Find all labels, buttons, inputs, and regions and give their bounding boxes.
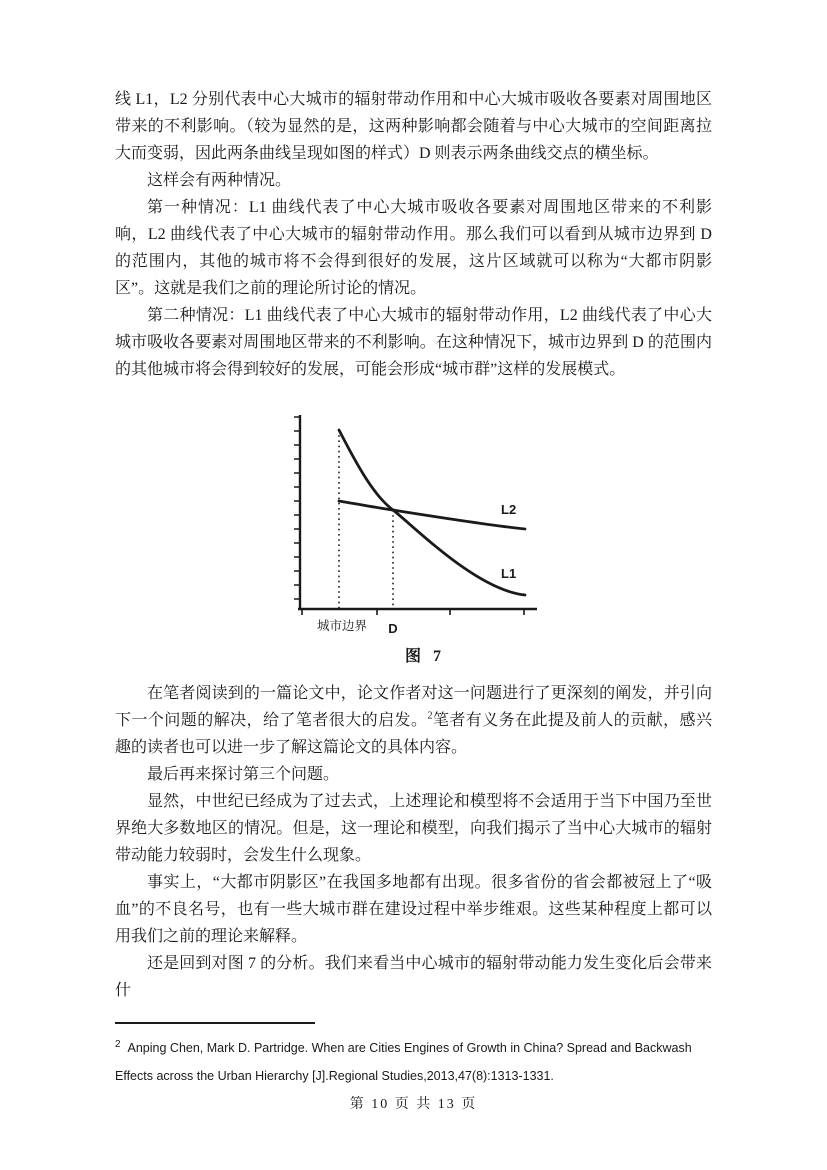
curve-label-l1: L1 [501,566,517,581]
footnote-citation: Anping Chen, Mark D. Partridge. When are Cities Engines of Growth in China? Spread and Backwash Effects across the Urban Hierarchy [J].Regional Studies,2013,47(8):1313-1331. [115,1041,692,1083]
paragraph-continuation: 线 L1，L2 分别代表中心大城市的辐射带动作用和中心大城市吸收各要素对周围地区带来的不利影响。（较为显然的是，这两种影响都会随着与中心大城市的空间距离拉大而变弱，因此两条曲线呈现如图的样式）D 则表示两条曲线交点的横坐标。 [115,91,712,162]
paragraph-with-footnote [115,680,712,761]
body-text [115,86,712,1004]
paragraph-text: 在笔者阅读到的一篇论文中，论文作者对这一问题进行了更深刻的阐发，并引向下一个问题的解决，给了笔者很大的启发。 [115,685,712,729]
paragraph-text: 笔者有义务在此提及前人的贡献，感兴趣的读者也可以进一步了解这篇论文的具体内容。 [115,712,712,756]
footnote-separator-line [115,1022,315,1024]
paragraph: 显然，中世纪已经成为了过去式，上述理论和模型将不会适用于当下中国乃至世界绝大多数地区的情况。但是，这一理论和模型，向我们揭示了当中心大城市的辐射带动能力较弱时，会发生什么现象。 [115,793,712,864]
figure-caption: 图 7 [404,648,441,665]
paragraph-case-2: 第二种情况：L1 曲线代表了中心大城市的辐射带动作用，L2 曲线代表了中心大城市吸收各要素对周围地区带来的不利影响。在这种情况下，城市边界到 D 的范围内的其他城市将会得到较好的发展，可能会形成“城市群”这样的发展模式。 [115,307,712,378]
curve-label-l2: L2 [501,502,517,517]
footnote [115,1034,715,1090]
footnote-reference-mark: 2 [427,710,433,722]
x-axis-label-city-boundary: 城市边界 [316,619,368,633]
paragraph-case-1: 第一种情况：L1 曲线代表了中心大城市吸收各要素对周围地区带来的不利影响，L2 曲线代表了中心大城市的辐射带动作用。那么我们可以看到从城市边界到 D 的范围内，其他的城市将不会得到很好的发展，这片区域就可以称为“大都市阴影区”。这就是我们之前的理论所讨论的情况。 [115,199,712,297]
footnote-area [115,1022,715,1090]
paragraph: 事实上，“大都市阴影区”在我国多地都有出现。很多省份的省会都被冠上了“吸血”的不良名号，也有一些大城市群在建设过程中举步维艰。这些某种程度上都可以用我们之前的理论来解释。 [115,874,712,945]
figure-7 [287,407,559,670]
paragraph: 最后再来探讨第三个问题。 [147,766,340,783]
curve-l1 [339,430,525,595]
page-number: 第 10 页 共 13 页 [349,1097,478,1112]
curve-l2 [339,501,525,529]
x-axis-label-d: D [388,621,398,636]
footnote-marker: 2 [115,1038,121,1050]
figure-7-chart [287,407,559,639]
paragraph-truncated: 还是回到对图 7 的分析。我们来看当中心城市的辐射带动能力发生变化后会带来什 [115,955,712,999]
paragraph: 这样会有两种情况。 [147,172,292,189]
